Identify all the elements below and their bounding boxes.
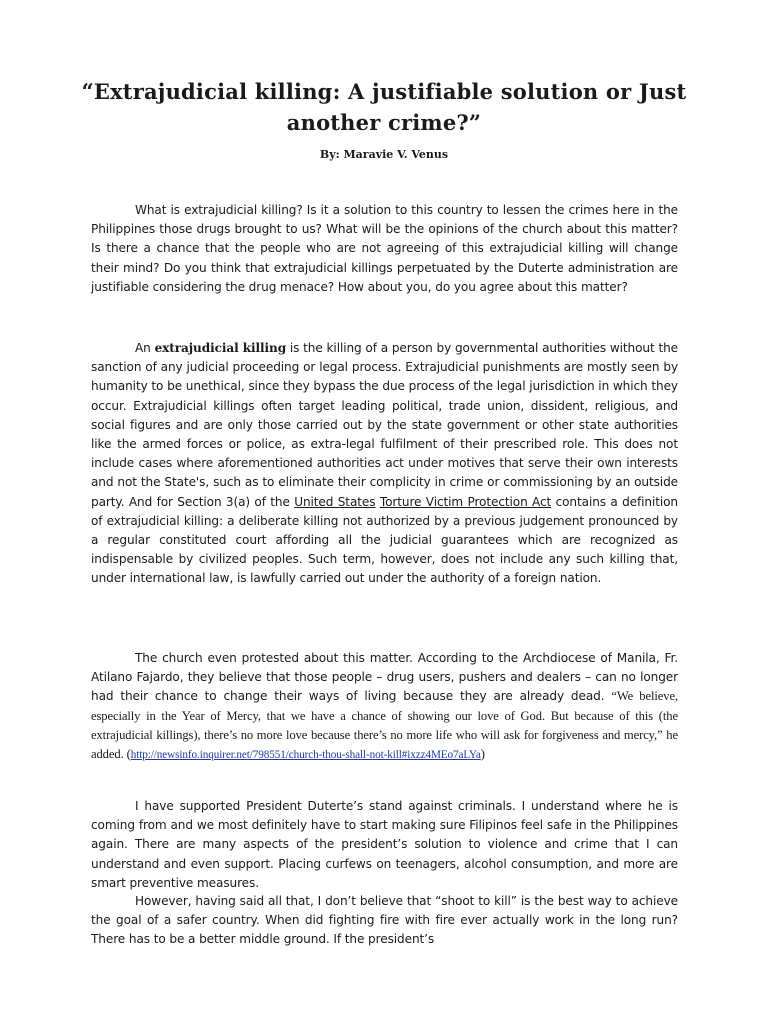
paragraph-church <box>91 649 678 765</box>
definition-lead: An <box>135 341 155 355</box>
author-byline: By: Maravie V. Venus <box>319 148 449 161</box>
definition-term: extrajudicial killing <box>154 341 287 355</box>
paragraph-intro: What is extrajudicial killing? Is it a solution to this country to lessen the crimes here in the Philippines those drugs brought to us? What will be the opinions of the church about this matter? Is there a chance that the people who are not agreeing of this extrajudicial killing will change their mind? Do you think that extrajudicial killings perpetuated by the Duterte administration are justifiable considering the drug menace? How about you, do you agree about this matter? <box>91 203 678 294</box>
united-states-link[interactable]: United States <box>294 494 376 509</box>
torture-victim-protection-act-link[interactable]: Torture Victim Protection Act <box>379 494 552 509</box>
closing-paren: ) <box>480 747 485 762</box>
church-attribution: he added. ( <box>91 727 678 762</box>
document-title: “Extrajudicial killing: A justifiable solution or Just another crime?” <box>81 79 687 135</box>
paragraph-definition <box>91 339 678 589</box>
source-url-link[interactable]: http://newsinfo.inquirer.net/798551/church-thou-shall-not-kill#ixzz4MEo7aLYa <box>130 749 481 762</box>
church-text: The church even protested about this matter. According to the Archdiocese of Manila, Fr. Atilano Fajardo, they believe that those people – drug users, pushers and dealers – can no longer had their chance to change their ways of living because they are already dead. <box>91 651 678 704</box>
definition-text: is the killing of a person by governmental authorities without the sanction of any judicial proceeding or legal process. Extrajudicial punishments are mostly seen by humanity to be unethical, since they bypass the due process of the legal jurisdiction in which they occur. Extrajudicial killings often target leading political, trade union, dissident, religious, and social figures and are only those carried out by the state government or other state authorities like the armed forces or police, as extra-legal fulfilment of their prescribed role. This does not include cases where aforementioned authorities act under motives that serve their own interests and not the State's, such as to eliminate their complicity in crime or commissioning by an outside party. And for Section 3(a) of the <box>91 341 678 509</box>
definition-text-continued: contains a definition of extrajudicial killing: a deliberate killing not authorized by a previous judgement pronounced by a regular constituted court affording all the judicial guarantees which are recognized as indispensable by civilized peoples. Such term, however, does not include any such killing that, under international law, is lawfully carried out under the authority of a foreign nation. <box>91 494 678 586</box>
paragraph-however: However, having said all that, I don’t believe that “shoot to kill” is the best way to achieve the goal of a safer country. When did fighting fire with fire ever actually work in the long run? There has to be a better middle ground. If the president’s <box>91 894 678 947</box>
church-quote: “We believe, especially in the Year of Mercy, that we have a chance of showing our love of God. But because of this (the extrajudicial killings), there’s no more love because there’s no more life who will ask for forgiveness and mercy,” <box>91 689 679 742</box>
paragraph-support: I have supported President Duterte’s stand against criminals. I understand where he is coming from and we most definitely have to start making sure Filipinos feel safe in the Philippines again. There are many aspects of the president’s solution to violence and crime that I can understand and even support. Placing curfews on teenagers, alcohol consumption, and more are smart preventive measures. <box>91 799 678 890</box>
